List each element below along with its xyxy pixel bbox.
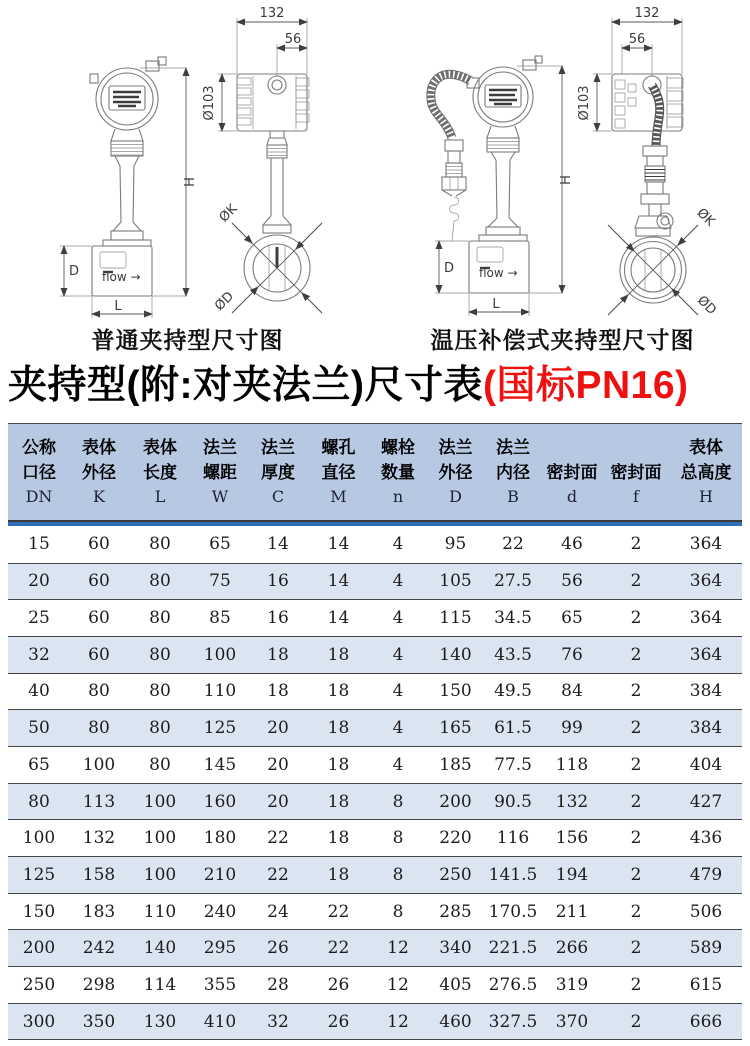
table-cell: 16 bbox=[267, 608, 289, 629]
column-header-M: 螺孔 直径 M bbox=[321, 437, 356, 506]
table-row-dn-80 bbox=[8, 783, 742, 820]
table-cell: 80 bbox=[149, 754, 171, 775]
column-header-D: 法兰 外径 D bbox=[438, 437, 473, 506]
table-cell: 141.5 bbox=[488, 864, 538, 885]
table-cell: 80 bbox=[88, 718, 110, 739]
table-cell: 350 bbox=[82, 1011, 116, 1032]
table-cell: 90.5 bbox=[494, 791, 532, 812]
table-header-row bbox=[8, 423, 742, 522]
technical-drawing-standard bbox=[0, 0, 375, 326]
table-cell: 384 bbox=[689, 681, 723, 702]
table-cell: 185 bbox=[439, 754, 472, 775]
table-cell: 8 bbox=[392, 864, 404, 885]
table-cell: 105 bbox=[439, 571, 472, 592]
table-cell: 150 bbox=[22, 901, 56, 922]
table-cell: 60 bbox=[88, 608, 110, 629]
diagram-section bbox=[0, 0, 750, 356]
table-row-dn-40 bbox=[8, 673, 742, 710]
table-cell: 364 bbox=[689, 608, 723, 629]
dimension-table bbox=[8, 423, 742, 1041]
table-cell: 8 bbox=[392, 828, 404, 849]
table-cell: 165 bbox=[439, 718, 472, 739]
dim-label-56: 56 bbox=[284, 32, 302, 47]
table-cell: 8 bbox=[392, 791, 404, 812]
table-cell: 125 bbox=[203, 718, 237, 739]
table-cell: 100 bbox=[143, 791, 177, 812]
table-cell: 26 bbox=[267, 938, 289, 959]
table-cell: 12 bbox=[387, 974, 409, 995]
table-cell: 14 bbox=[327, 608, 350, 629]
pressure-temperature-fitting bbox=[442, 140, 466, 241]
table-cell: 298 bbox=[82, 974, 116, 995]
table-cell: 479 bbox=[689, 864, 723, 885]
dim-label-H: H bbox=[559, 175, 574, 185]
table-cell: 140 bbox=[143, 938, 177, 959]
table-cell: 319 bbox=[555, 974, 589, 995]
table-cell: 200 bbox=[439, 791, 472, 812]
column-header-d: 密封面 d bbox=[546, 462, 598, 506]
diagram-standard-clamp bbox=[0, 0, 375, 356]
column-header-L: 表体 长度 L bbox=[143, 437, 177, 506]
table-cell: 194 bbox=[555, 864, 589, 885]
table-cell: 2 bbox=[630, 681, 642, 702]
table-cell: 18 bbox=[267, 681, 289, 702]
table-cell: 2 bbox=[630, 901, 642, 922]
table-cell: 145 bbox=[203, 754, 237, 775]
table-cell: 65 bbox=[209, 534, 231, 555]
table-cell: 2 bbox=[630, 754, 642, 775]
flowmeter-body bbox=[469, 241, 529, 293]
table-cell: 118 bbox=[555, 754, 589, 775]
table-cell: 2 bbox=[630, 864, 642, 885]
table-cell: 132 bbox=[555, 791, 589, 812]
table-cell: 364 bbox=[689, 534, 723, 555]
table-cell: 46 bbox=[561, 534, 583, 555]
table-cell: 80 bbox=[149, 571, 171, 592]
table-cell: 28 bbox=[267, 974, 289, 995]
column-header-C: 法兰 厚度 C bbox=[261, 437, 295, 506]
table-cell: 250 bbox=[22, 974, 56, 995]
table-cell: 16 bbox=[267, 571, 289, 592]
dim-label-dia103: Ø103 bbox=[577, 85, 592, 121]
table-cell: 20 bbox=[267, 791, 289, 812]
table-cell: 110 bbox=[143, 901, 177, 922]
flow-mark: flow → bbox=[479, 266, 518, 280]
table-cell: 410 bbox=[203, 1011, 237, 1032]
table-cell: 242 bbox=[82, 938, 116, 959]
table-cell: 2 bbox=[630, 608, 642, 629]
table-cell: 14 bbox=[327, 571, 350, 592]
table-row-dn-25 bbox=[8, 599, 742, 636]
table-cell: 100 bbox=[82, 754, 116, 775]
table-cell: 2 bbox=[630, 828, 642, 849]
table-cell: 427 bbox=[689, 791, 723, 812]
dimension-lines-side bbox=[577, 6, 682, 131]
dim-label-56: 56 bbox=[628, 32, 646, 47]
table-cell: 26 bbox=[327, 974, 350, 995]
table-cell: 384 bbox=[689, 718, 723, 739]
table-cell: 180 bbox=[203, 828, 237, 849]
table-cell: 183 bbox=[82, 901, 116, 922]
table-cell: 65 bbox=[561, 608, 583, 629]
table-cell: 130 bbox=[143, 1011, 177, 1032]
table-cell: 56 bbox=[561, 571, 583, 592]
table-cell: 75 bbox=[209, 571, 231, 592]
dim-label-flange-inner: ØD bbox=[212, 289, 237, 314]
table-cell: 43.5 bbox=[494, 644, 532, 665]
dim-label-flange-outer: ØK bbox=[693, 205, 718, 230]
table-cell: 170.5 bbox=[488, 901, 538, 922]
table-cell: 404 bbox=[689, 754, 723, 775]
table-cell: 4 bbox=[392, 754, 404, 775]
table-cell: 436 bbox=[689, 828, 723, 849]
table-cell: 100 bbox=[143, 828, 177, 849]
dim-label-D: D bbox=[444, 261, 455, 276]
table-cell: 22 bbox=[327, 901, 350, 922]
table-cell: 4 bbox=[392, 534, 404, 555]
table-cell: 285 bbox=[439, 901, 472, 922]
table-cell: 27.5 bbox=[494, 571, 532, 592]
dim-label-flange-outer: ØK bbox=[216, 201, 241, 226]
diagram-caption-compensated: 温压补偿式夹持型尺寸图 bbox=[430, 327, 695, 353]
meter-stem bbox=[479, 126, 527, 241]
table-cell: 18 bbox=[327, 644, 350, 665]
dim-label-flange-inner: ØD bbox=[694, 293, 719, 318]
table-cell: 150 bbox=[439, 681, 472, 702]
table-cell: 340 bbox=[439, 938, 472, 959]
table-cell: 49.5 bbox=[494, 681, 532, 702]
table-cell: 115 bbox=[439, 608, 472, 629]
table-cell: 20 bbox=[267, 754, 289, 775]
table-cell: 22 bbox=[502, 534, 524, 555]
dim-label-L: L bbox=[492, 297, 500, 312]
table-cell: 76 bbox=[561, 644, 583, 665]
table-cell: 160 bbox=[203, 791, 237, 812]
diagram-caption-standard: 普通夹持型尺寸图 bbox=[91, 327, 284, 353]
table-row-dn-65 bbox=[8, 746, 742, 783]
table-cell: 460 bbox=[439, 1011, 472, 1032]
table-cell: 80 bbox=[149, 644, 171, 665]
table-cell: 85 bbox=[209, 608, 231, 629]
table-cell: 18 bbox=[327, 828, 350, 849]
table-cell: 405 bbox=[439, 974, 472, 995]
table-cell: 2 bbox=[630, 644, 642, 665]
table-cell: 113 bbox=[82, 791, 116, 812]
table-cell: 95 bbox=[444, 534, 467, 555]
table-cell: 40 bbox=[28, 681, 50, 702]
column-header-DN: 公称 口径 DN bbox=[22, 437, 56, 506]
table-cell: 4 bbox=[392, 718, 404, 739]
table-cell: 60 bbox=[88, 571, 110, 592]
table-cell: 20 bbox=[267, 718, 289, 739]
table-cell: 80 bbox=[149, 608, 171, 629]
table-cell: 77.5 bbox=[494, 754, 532, 775]
transmitter-head bbox=[467, 56, 542, 127]
table-cell: 615 bbox=[689, 974, 723, 995]
column-header-B: 法兰 内径 B bbox=[496, 437, 530, 506]
table-row-dn-50 bbox=[8, 709, 742, 746]
flange-face-view bbox=[608, 206, 719, 318]
table-cell: 25 bbox=[28, 608, 50, 629]
column-header-W: 法兰 螺距 W bbox=[203, 437, 237, 506]
table-row-dn-100 bbox=[8, 819, 742, 856]
table-cell: 18 bbox=[327, 754, 350, 775]
column-header-H: 表体 总高度 H bbox=[680, 437, 732, 506]
table-cell: 80 bbox=[149, 534, 171, 555]
table-row-dn-32 bbox=[8, 636, 742, 673]
table-cell: 34.5 bbox=[494, 608, 532, 629]
table-row-dn-300 bbox=[8, 1003, 742, 1040]
table-row-dn-15 bbox=[8, 526, 742, 563]
technical-drawing-compensated bbox=[375, 0, 750, 326]
table-cell: 132 bbox=[82, 828, 116, 849]
table-cell: 50 bbox=[28, 718, 50, 739]
table-cell: 80 bbox=[149, 681, 171, 702]
table-cell: 80 bbox=[149, 718, 171, 739]
table-cell: 240 bbox=[203, 901, 237, 922]
table-row-dn-200 bbox=[8, 929, 742, 966]
flowmeter-body bbox=[92, 246, 152, 296]
table-cell: 2 bbox=[630, 974, 642, 995]
table-cell: 14 bbox=[267, 534, 289, 555]
table-cell: 22 bbox=[327, 938, 350, 959]
table-cell: 364 bbox=[689, 571, 723, 592]
table-cell: 210 bbox=[203, 864, 237, 885]
table-cell: 100 bbox=[143, 864, 177, 885]
dim-label-dia103: Ø103 bbox=[202, 85, 217, 121]
table-cell: 506 bbox=[689, 901, 723, 922]
table-cell: 295 bbox=[203, 938, 237, 959]
table-cell: 2 bbox=[630, 571, 642, 592]
flow-mark: flow → bbox=[102, 270, 141, 284]
table-cell: 276.5 bbox=[488, 974, 538, 995]
table-cell: 60 bbox=[88, 644, 110, 665]
table-cell: 156 bbox=[555, 828, 589, 849]
housing-side-view bbox=[237, 74, 309, 233]
table-cell: 2 bbox=[630, 938, 642, 959]
table-cell: 18 bbox=[327, 681, 350, 702]
dimension-lines-side bbox=[202, 6, 307, 131]
flexible-conduit bbox=[431, 74, 471, 138]
table-cell: 4 bbox=[392, 571, 404, 592]
page-title-main: 夹持型(附:对夹法兰)尺寸表 bbox=[8, 364, 483, 407]
table-row-dn-250 bbox=[8, 966, 742, 1003]
table-cell: 2 bbox=[630, 791, 642, 812]
table-cell: 327.5 bbox=[488, 1011, 538, 1032]
table-cell: 364 bbox=[689, 644, 723, 665]
table-cell: 12 bbox=[387, 1011, 409, 1032]
table-cell: 14 bbox=[327, 534, 350, 555]
table-cell: 18 bbox=[327, 791, 350, 812]
flange-face-view bbox=[212, 201, 322, 314]
table-cell: 100 bbox=[203, 644, 237, 665]
table-cell: 32 bbox=[267, 1011, 289, 1032]
table-cell: 140 bbox=[439, 644, 472, 665]
table-cell: 158 bbox=[82, 864, 116, 885]
table-cell: 211 bbox=[555, 901, 589, 922]
column-header-n: 螺栓 数量 n bbox=[381, 437, 415, 506]
table-cell: 200 bbox=[22, 938, 56, 959]
table-cell: 84 bbox=[561, 681, 583, 702]
table-cell: 15 bbox=[28, 534, 50, 555]
diagram-compensated-clamp bbox=[375, 0, 750, 356]
column-header-K: 表体 外径 K bbox=[82, 437, 116, 506]
meter-stem bbox=[103, 129, 151, 246]
table-cell: 22 bbox=[267, 828, 289, 849]
table-cell: 99 bbox=[561, 718, 583, 739]
table-row-dn-150 bbox=[8, 893, 742, 930]
table-cell: 100 bbox=[22, 828, 56, 849]
table-cell: 220 bbox=[439, 828, 472, 849]
table-cell: 266 bbox=[555, 938, 589, 959]
table-cell: 18 bbox=[327, 718, 350, 739]
page-title-highlight: (国标PN16) bbox=[482, 364, 689, 407]
table-cell: 4 bbox=[392, 681, 404, 702]
table-cell: 4 bbox=[392, 644, 404, 665]
dim-label-D: D bbox=[69, 264, 80, 279]
table-cell: 12 bbox=[387, 938, 409, 959]
table-cell: 110 bbox=[203, 681, 237, 702]
table-cell: 2 bbox=[630, 718, 642, 739]
table-cell: 80 bbox=[88, 681, 110, 702]
table-cell: 18 bbox=[267, 644, 289, 665]
table-cell: 4 bbox=[392, 608, 404, 629]
table-cell: 80 bbox=[28, 791, 50, 812]
housing-side-view bbox=[612, 74, 683, 236]
table-cell: 2 bbox=[630, 534, 642, 555]
table-cell: 24 bbox=[267, 901, 289, 922]
table-cell: 32 bbox=[28, 644, 50, 665]
table-cell: 355 bbox=[203, 974, 237, 995]
column-header-f: 密封面 f bbox=[610, 462, 662, 506]
table-cell: 114 bbox=[143, 974, 177, 995]
table-cell: 8 bbox=[392, 901, 404, 922]
dim-label-132: 132 bbox=[634, 6, 660, 21]
table-cell: 61.5 bbox=[494, 718, 532, 739]
table-body bbox=[8, 526, 742, 1041]
table-cell: 370 bbox=[555, 1011, 589, 1032]
table-cell: 221.5 bbox=[488, 938, 538, 959]
dim-label-H: H bbox=[183, 177, 198, 187]
table-row-dn-125 bbox=[8, 856, 742, 893]
table-cell: 666 bbox=[689, 1011, 723, 1032]
dim-label-132: 132 bbox=[259, 6, 285, 21]
table-cell: 116 bbox=[496, 828, 530, 849]
table-cell: 22 bbox=[267, 864, 289, 885]
dim-label-L: L bbox=[114, 299, 122, 314]
table-cell: 26 bbox=[327, 1011, 350, 1032]
table-cell: 18 bbox=[327, 864, 350, 885]
table-row-dn-20 bbox=[8, 563, 742, 600]
table-cell: 60 bbox=[88, 534, 110, 555]
table-cell: 2 bbox=[630, 1011, 642, 1032]
page-title bbox=[8, 364, 750, 409]
table-cell: 125 bbox=[22, 864, 56, 885]
table-cell: 589 bbox=[689, 938, 723, 959]
table-cell: 250 bbox=[439, 864, 472, 885]
table-cell: 65 bbox=[28, 754, 50, 775]
table-cell: 300 bbox=[22, 1011, 56, 1032]
table-cell: 20 bbox=[28, 571, 50, 592]
